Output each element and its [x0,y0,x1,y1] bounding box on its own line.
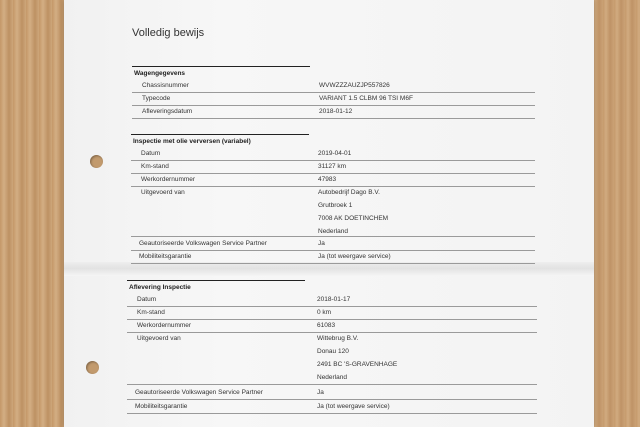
section-heading-wagengegevens: Wagengegevens [134,70,186,77]
section-rule [131,134,309,135]
row-value: 31127 km [318,163,347,170]
address-line: 7008 AK DOETINCHEM [318,215,389,222]
row-label: Uitgevoerd van [141,189,185,196]
row-value: 2019-04-01 [318,150,352,157]
row-value: Ja [317,389,324,396]
row-label: Geautoriseerde Volkswagen Service Partner [139,240,267,247]
row-label: Datum [141,150,161,157]
table-row [127,386,537,400]
row-value: Ja (tot weergave service) [317,403,390,410]
table-row [127,306,537,320]
table-row [132,105,535,119]
address-line: Nederland [317,374,347,381]
row-value: 2018-01-12 [319,108,353,115]
row-label: Km-stand [137,309,165,316]
row-label: Mobiliteitsgarantie [135,403,188,410]
address-line: 2491 BC 'S-GRAVENHAGE [317,361,398,368]
row-label: Uitgevoerd van [137,335,181,342]
row-value: 47983 [318,176,337,183]
wood-surface-left [0,0,66,427]
address-line: Nederland [318,228,348,235]
table-row [131,160,535,174]
table-row [131,186,535,237]
section-heading-inspectie-olie: Inspectie met olie verversen (variabel) [133,138,251,145]
address-line: Donau 120 [317,348,349,355]
row-label: Werkordernummer [141,176,196,183]
section-rule [132,66,310,67]
row-label: Geautoriseerde Volkswagen Service Partner [135,389,263,396]
row-label: Km-stand [141,163,169,170]
section-rule [127,280,305,281]
table-row [131,147,535,161]
row-label: Chassisnummer [142,82,189,89]
row-value: 61083 [317,322,336,329]
table-row [131,173,535,187]
row-value: Wittebrug B.V. [317,335,359,342]
row-value: VARIANT 1.5 CLBM 96 TSI M6F [319,95,413,102]
row-label: Werkordernummer [137,322,192,329]
punch-hole-top [90,155,103,168]
paper-sheet [64,0,594,427]
row-label: Mobiliteitsgarantie [139,253,192,260]
document-title: Volledig bewijs [132,27,205,39]
table-row [132,92,535,106]
paper-fold [64,262,594,276]
table-row [127,400,537,414]
row-value: Ja (tot weergave service) [318,253,391,260]
row-label: Typecode [142,95,171,102]
table-row [127,319,537,333]
punch-hole-bottom [86,361,99,374]
row-label: Datum [137,296,157,303]
row-value: 0 km [317,309,332,316]
row-value: WVWZZZAUZJP557826 [319,82,390,89]
table-row [127,293,537,307]
address-line: Grutbroek 1 [318,202,353,209]
row-value: 2018-01-17 [317,296,351,303]
section-heading-aflevering: Aflevering Inspectie [129,284,191,291]
row-value: Ja [318,240,325,247]
wood-surface-right [592,0,640,427]
table-row [131,237,535,251]
row-label: Afleveringsdatum [142,108,193,115]
row-value: Autobedrijf Dago B.V. [318,189,380,196]
table-row [132,79,535,93]
table-row [127,332,537,385]
table-row [131,250,535,264]
